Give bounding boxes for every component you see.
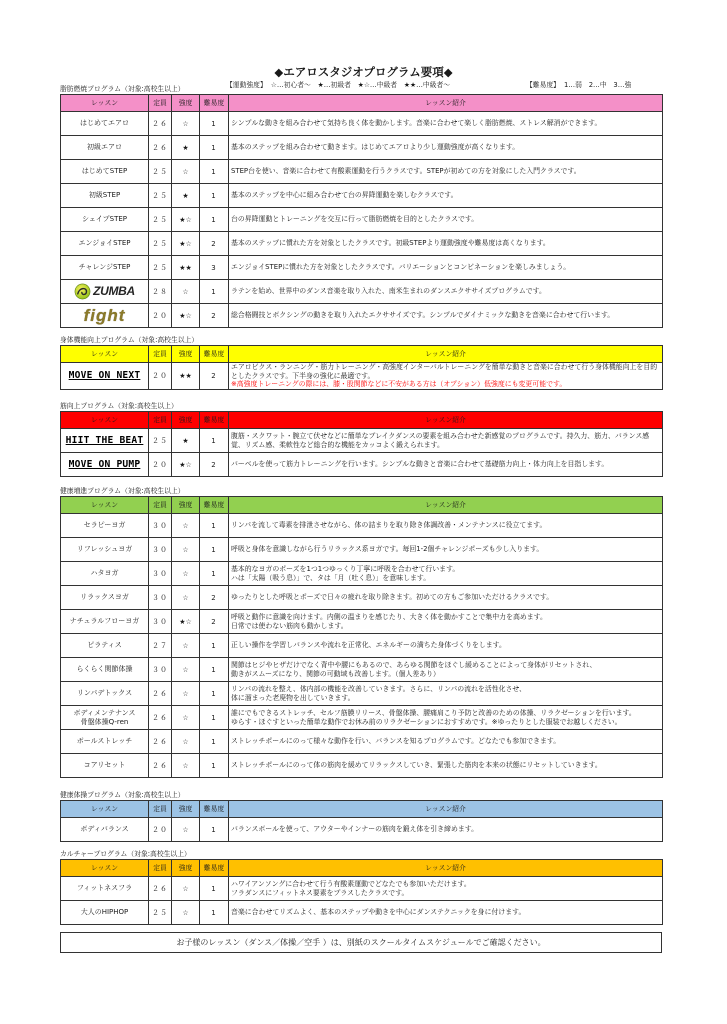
section-label: 脂肪燃焼プログラム（対象:高校生以上） bbox=[60, 85, 185, 93]
zumba-wordmark: ZUMBA bbox=[93, 284, 135, 298]
capacity: ２６ bbox=[149, 877, 172, 901]
difficulty-level: 1 bbox=[200, 562, 229, 586]
capacity: ２６ bbox=[149, 754, 172, 778]
description-cell bbox=[229, 429, 663, 453]
lesson-name: シェイプSTEP bbox=[81, 215, 127, 223]
description-cell bbox=[229, 877, 663, 901]
description-cell bbox=[229, 658, 663, 682]
capacity: ２６ bbox=[149, 730, 172, 754]
lesson-description: エンジョイSTEPに慣れた方を対象としたクラスです。バリエーションとコンビネーションを楽しみましょう。 bbox=[231, 263, 571, 272]
column-header-description: レッスン紹介 bbox=[229, 346, 663, 363]
lesson-name: 初級エアロ bbox=[87, 143, 122, 151]
capacity: ２６ bbox=[149, 682, 172, 706]
description-cell bbox=[229, 682, 663, 706]
table-header-row bbox=[61, 801, 663, 818]
capacity: ２０ bbox=[149, 453, 172, 477]
column-header-capacity: 定員 bbox=[149, 346, 172, 363]
lesson-name-cell bbox=[61, 610, 149, 634]
page-title: ◆エアロスタジオプログラム要項◆ bbox=[274, 65, 453, 79]
lesson-description: バーベルを使って筋力トレーニングを行います。シンプルな動きと音楽に合わせて基礎筋力向上・体力向上を目指します。 bbox=[231, 460, 609, 469]
difficulty-legend-items: 1…弱 2…中 3…強 bbox=[563, 81, 632, 89]
lesson-description: エアロビクス・ランニング・筋力トレーニング・高強度インターバルトレーニングを簡単な動きと音楽に合わせて行う身体機能向上を目的としたクラスです。下半身の強化に最適です。 bbox=[231, 363, 658, 380]
lesson-name-cell bbox=[61, 682, 149, 706]
footer-note bbox=[60, 932, 662, 953]
section-label: 身体機能向上プログラム（対象:高校生以上） bbox=[60, 336, 199, 344]
capacity: ２５ bbox=[149, 256, 172, 280]
lesson-description: 基本のステップを中心に組み合わせて台の昇降運動を楽しむクラスです。 bbox=[231, 191, 458, 200]
lesson-name: ハタヨガ bbox=[90, 569, 119, 577]
difficulty-level: 2 bbox=[200, 453, 229, 477]
section-label: 筋向上プログラム（対象:高校生以上） bbox=[60, 402, 178, 410]
program-section bbox=[60, 336, 662, 390]
lesson-name-cell bbox=[61, 514, 149, 538]
lesson-row bbox=[61, 453, 663, 477]
lesson-name: ナチュラルフローヨガ bbox=[69, 617, 140, 625]
lesson-name: はじめてエアロ bbox=[80, 119, 129, 127]
intensity-stars: ★★ bbox=[172, 256, 200, 280]
difficulty-level: 1 bbox=[200, 538, 229, 562]
column-header-intensity: 強度 bbox=[172, 95, 200, 112]
lesson-name-cell bbox=[61, 363, 149, 390]
lesson-name: フィットネスフラ bbox=[76, 884, 133, 892]
lesson-name-cell bbox=[61, 877, 149, 901]
description-cell bbox=[229, 184, 663, 208]
lesson-row bbox=[61, 877, 663, 901]
program-table bbox=[60, 496, 663, 778]
difficulty-level: 1 bbox=[200, 136, 229, 160]
section-label: 健康体操プログラム（対象:高校生以上） bbox=[60, 791, 185, 799]
lesson-row bbox=[61, 562, 663, 586]
description-cell bbox=[229, 538, 663, 562]
lesson-description: 基本のステップを組み合わせて動きます。はじめてエアロより少し運動強度が高くなります。 bbox=[231, 143, 520, 152]
lesson-description: ストレッチポールにのって体の筋肉を緩めてリラックスしていき、緊張した筋肉を本来の状態にリセットしていきます。 bbox=[231, 761, 602, 770]
lesson-description: 基本のステップに慣れた方を対象としたクラスです。初級STEPより運動強度や難易度は高くなります。 bbox=[231, 239, 550, 248]
column-header-difficulty: 難易度 bbox=[200, 497, 229, 514]
lesson-description: 呼吸と動作に意識を向けます。内側の温まりを感じたり、大きく体を動かすことで集中力を高めます。 日常では使わない筋肉も動かします。 bbox=[231, 612, 547, 630]
lesson-name: MOVE ON PUMP bbox=[68, 458, 141, 470]
intensity-stars: ☆ bbox=[172, 877, 200, 901]
lesson-name-cell bbox=[61, 538, 149, 562]
lesson-name: リフレッシュヨガ bbox=[76, 545, 133, 553]
column-header-description: レッスン紹介 bbox=[229, 412, 663, 429]
difficulty-level: 1 bbox=[200, 160, 229, 184]
lesson-name: セラピーヨガ bbox=[83, 521, 126, 529]
lesson-description: 腹筋・スクワット・腕立て伏せなどに簡単なブレイクダンスの要素を組み合わせた新感覚のプログラムです。持久力、筋力、バランス感覚、リズム感、柔軟性など総合的な機能をカッコよく鍛えられます。 bbox=[231, 431, 650, 449]
capacity: ２５ bbox=[149, 901, 172, 925]
description-cell bbox=[229, 586, 663, 610]
capacity: ２６ bbox=[149, 112, 172, 136]
lesson-name: はじめてSTEP bbox=[81, 167, 128, 175]
lesson-name: 大人のHIPHOP bbox=[80, 908, 129, 916]
program-table bbox=[60, 859, 663, 925]
capacity: ３０ bbox=[149, 586, 172, 610]
capacity: ２５ bbox=[149, 429, 172, 453]
column-header-difficulty: 難易度 bbox=[200, 346, 229, 363]
difficulty-level: 1 bbox=[200, 901, 229, 925]
program-section bbox=[60, 791, 662, 842]
program-section bbox=[60, 85, 662, 328]
lesson-row bbox=[61, 634, 663, 658]
lesson-name-cell bbox=[61, 112, 149, 136]
intensity-stars: ☆ bbox=[172, 562, 200, 586]
difficulty-level: 1 bbox=[200, 682, 229, 706]
lesson-name: チャレンジSTEP bbox=[78, 263, 131, 271]
difficulty-level: 2 bbox=[200, 586, 229, 610]
lesson-row bbox=[61, 136, 663, 160]
difficulty-level: 1 bbox=[200, 730, 229, 754]
lesson-row bbox=[61, 160, 663, 184]
lesson-row bbox=[61, 232, 663, 256]
difficulty-level: 1 bbox=[200, 634, 229, 658]
intensity-legend-label: 【運動強度】 bbox=[226, 81, 267, 89]
difficulty-level: 2 bbox=[200, 610, 229, 634]
description-cell bbox=[229, 208, 663, 232]
lesson-description: ストレッチポールにのって様々な動作を行い、バランスを知るプログラムです。どなたでも参加できます。 bbox=[231, 737, 561, 746]
intensity-stars: ☆ bbox=[172, 112, 200, 136]
column-header-description: レッスン紹介 bbox=[229, 860, 663, 877]
description-cell bbox=[229, 514, 663, 538]
capacity: ２０ bbox=[149, 818, 172, 842]
column-header-lesson: レッスン bbox=[61, 497, 149, 514]
difficulty-level: 1 bbox=[200, 429, 229, 453]
lesson-name-cell bbox=[61, 208, 149, 232]
lesson-row bbox=[61, 304, 663, 328]
column-header-lesson: レッスン bbox=[61, 95, 149, 112]
difficulty-level: 2 bbox=[200, 304, 229, 328]
lesson-name-cell bbox=[61, 706, 149, 730]
column-header-lesson: レッスン bbox=[61, 801, 149, 818]
lesson-description: ハワイアンソングに合わせて行う有酸素運動でどなたでも参加いただけます。 フラダンスにフィットネス要素をプラスしたクラスです。 bbox=[231, 879, 471, 897]
intensity-stars: ☆ bbox=[172, 538, 200, 562]
difficulty-legend-label: 【難易度】 bbox=[526, 81, 560, 89]
lesson-row bbox=[61, 208, 663, 232]
intensity-stars: ☆ bbox=[172, 818, 200, 842]
description-cell bbox=[229, 160, 663, 184]
intensity-stars: ☆ bbox=[172, 730, 200, 754]
difficulty-level: 1 bbox=[200, 818, 229, 842]
capacity: ２６ bbox=[149, 706, 172, 730]
lesson-row bbox=[61, 586, 663, 610]
column-header-description: レッスン紹介 bbox=[229, 801, 663, 818]
description-cell bbox=[229, 610, 663, 634]
lesson-name-cell bbox=[61, 184, 149, 208]
capacity: ２５ bbox=[149, 208, 172, 232]
lesson-row bbox=[61, 429, 663, 453]
intensity-stars: ★ bbox=[172, 184, 200, 208]
description-cell bbox=[229, 232, 663, 256]
column-header-capacity: 定員 bbox=[149, 95, 172, 112]
zumba-logo bbox=[63, 281, 146, 303]
intensity-stars: ☆ bbox=[172, 706, 200, 730]
column-header-capacity: 定員 bbox=[149, 801, 172, 818]
capacity: ３０ bbox=[149, 538, 172, 562]
difficulty-level: 1 bbox=[200, 706, 229, 730]
lesson-name-cell bbox=[61, 730, 149, 754]
lesson-name-cell bbox=[61, 658, 149, 682]
intensity-stars: ★★ bbox=[172, 363, 200, 390]
capacity: ２５ bbox=[149, 232, 172, 256]
lesson-description: 基本的なヨガのポーズを1つ1つゆっくり丁寧に呼吸を合わせて行います。 ハは「太陽（吸う息）」で、タは「月（吐く息）」を意味します。 bbox=[231, 564, 460, 582]
capacity: ２０ bbox=[149, 363, 172, 390]
lesson-name: 初級STEP bbox=[88, 191, 121, 199]
lesson-row bbox=[61, 730, 663, 754]
description-cell bbox=[229, 706, 663, 730]
lesson-name-cell bbox=[61, 232, 149, 256]
lesson-row bbox=[61, 901, 663, 925]
program-table bbox=[60, 94, 663, 328]
difficulty-level: 1 bbox=[200, 208, 229, 232]
table-header-row bbox=[61, 860, 663, 877]
lesson-note: ※高強度トレーニングの際には、膝・股関節などに不安がある方は（オプション）低強度にも変更可能です。 bbox=[231, 380, 567, 389]
column-header-description: レッスン紹介 bbox=[229, 497, 663, 514]
column-header-capacity: 定員 bbox=[149, 412, 172, 429]
intensity-stars: ★ bbox=[172, 429, 200, 453]
description-cell bbox=[229, 256, 663, 280]
table-header-row bbox=[61, 412, 663, 429]
intensity-stars: ★☆ bbox=[172, 453, 200, 477]
intensity-stars: ☆ bbox=[172, 634, 200, 658]
column-header-lesson: レッスン bbox=[61, 346, 149, 363]
column-header-intensity: 強度 bbox=[172, 860, 200, 877]
lesson-name: コアリセット bbox=[83, 761, 126, 769]
lesson-description: 呼吸と身体を意識しながら行うリラックス系ヨガです。毎回1-2個チャレンジポーズも少し入ります。 bbox=[231, 545, 544, 554]
description-cell bbox=[229, 136, 663, 160]
column-header-lesson: レッスン bbox=[61, 860, 149, 877]
capacity: ３０ bbox=[149, 562, 172, 586]
lesson-row bbox=[61, 363, 663, 390]
lesson-name-cell bbox=[61, 754, 149, 778]
capacity: ２５ bbox=[149, 160, 172, 184]
column-header-intensity: 強度 bbox=[172, 497, 200, 514]
column-header-lesson: レッスン bbox=[61, 412, 149, 429]
capacity: ３０ bbox=[149, 514, 172, 538]
lesson-description: 正しい操作を学習しバランスや流れを正常化、エネルギーの満ちた身体づくりをします。 bbox=[231, 641, 506, 650]
intensity-stars: ☆ bbox=[172, 280, 200, 304]
section-label: 健康増進プログラム（対象:高校生以上） bbox=[60, 487, 185, 495]
difficulty-level: 2 bbox=[200, 232, 229, 256]
lesson-name-cell bbox=[61, 160, 149, 184]
lesson-row bbox=[61, 610, 663, 634]
column-header-intensity: 強度 bbox=[172, 412, 200, 429]
column-header-difficulty: 難易度 bbox=[200, 801, 229, 818]
description-cell bbox=[229, 730, 663, 754]
lesson-name-cell bbox=[61, 634, 149, 658]
lesson-name-cell bbox=[61, 562, 149, 586]
fight-wordmark: fight bbox=[83, 305, 126, 325]
lesson-row bbox=[61, 112, 663, 136]
program-section bbox=[60, 402, 662, 477]
intensity-stars: ☆ bbox=[172, 658, 200, 682]
description-cell bbox=[229, 363, 663, 390]
intensity-stars: ★ bbox=[172, 136, 200, 160]
footer-text: お子様のレッスン（ダンス／体操／空手 ）は、別紙のスクールタイムスケジュールでご確認ください。 bbox=[176, 938, 546, 947]
lesson-name-cell bbox=[61, 818, 149, 842]
lesson-name: らくらく関節体操 bbox=[76, 665, 133, 673]
capacity: ３０ bbox=[149, 658, 172, 682]
lesson-name-cell bbox=[61, 304, 149, 328]
lesson-name: エンジョイSTEP bbox=[78, 239, 131, 247]
lesson-row bbox=[61, 280, 663, 304]
intensity-stars: ★☆ bbox=[172, 610, 200, 634]
capacity: ２６ bbox=[149, 136, 172, 160]
lesson-name: リラックスヨガ bbox=[80, 593, 129, 601]
column-header-difficulty: 難易度 bbox=[200, 412, 229, 429]
column-header-intensity: 強度 bbox=[172, 346, 200, 363]
lesson-name-cell bbox=[61, 429, 149, 453]
description-cell bbox=[229, 901, 663, 925]
lesson-row bbox=[61, 818, 663, 842]
description-cell bbox=[229, 280, 663, 304]
lesson-row bbox=[61, 514, 663, 538]
lesson-name-cell bbox=[61, 901, 149, 925]
column-header-description: レッスン紹介 bbox=[229, 95, 663, 112]
difficulty-level: 1 bbox=[200, 280, 229, 304]
lesson-name: MOVE ON NEXT bbox=[68, 369, 141, 381]
lesson-name: HIIT THE BEAT bbox=[65, 434, 144, 446]
column-header-difficulty: 難易度 bbox=[200, 95, 229, 112]
lesson-row bbox=[61, 682, 663, 706]
lesson-name-cell bbox=[61, 136, 149, 160]
lesson-description: 総合格闘技とボクシングの動きを取り入れたエクササイズです。シンプルでダイナミックな動きを音楽に合わせて行います。 bbox=[231, 311, 615, 320]
lesson-row bbox=[61, 658, 663, 682]
capacity: ２７ bbox=[149, 634, 172, 658]
lesson-description: リンパの流れを整え、体内部の機能を改善していきます。さらに、リンパの流れを活性化させ、 体に溜まった老廃物を出していきます。 bbox=[231, 684, 526, 702]
lesson-description: STEP台を使い、音楽に合わせて有酸素運動を行うクラスです。STEPが初めての方を対象にした入門クラスです。 bbox=[231, 167, 581, 176]
zumba-swirl-icon bbox=[74, 283, 91, 300]
capacity: ３０ bbox=[149, 610, 172, 634]
program-section bbox=[60, 487, 662, 778]
lesson-name: ピラティス bbox=[87, 641, 122, 649]
lesson-row bbox=[61, 256, 663, 280]
program-section bbox=[60, 850, 662, 925]
lesson-description: ラテンを始め、世界中のダンス音楽を取り入れた、南米生まれのダンスエクササイズプログラムです。 bbox=[231, 287, 546, 296]
difficulty-level: 1 bbox=[200, 184, 229, 208]
difficulty-level: 1 bbox=[200, 754, 229, 778]
program-table bbox=[60, 411, 663, 477]
lesson-name-cell bbox=[61, 256, 149, 280]
description-cell bbox=[229, 634, 663, 658]
description-cell bbox=[229, 754, 663, 778]
table-header-row bbox=[61, 497, 663, 514]
intensity-stars: ☆ bbox=[172, 682, 200, 706]
column-header-capacity: 定員 bbox=[149, 860, 172, 877]
difficulty-level: 1 bbox=[200, 658, 229, 682]
difficulty-level: 1 bbox=[200, 877, 229, 901]
lesson-name-cell bbox=[61, 586, 149, 610]
lesson-name-cell bbox=[61, 280, 149, 304]
intensity-legend-items: ☆…初心者～ ★…初級者 ★☆…中級者 ★★…中級者～ bbox=[270, 81, 451, 89]
intensity-stars: ☆ bbox=[172, 160, 200, 184]
lesson-name-cell bbox=[61, 453, 149, 477]
intensity-stars: ☆ bbox=[172, 754, 200, 778]
intensity-stars: ★☆ bbox=[172, 208, 200, 232]
capacity: ２５ bbox=[149, 184, 172, 208]
description-cell bbox=[229, 112, 663, 136]
column-header-capacity: 定員 bbox=[149, 497, 172, 514]
table-header-row bbox=[61, 346, 663, 363]
column-header-difficulty: 難易度 bbox=[200, 860, 229, 877]
description-cell bbox=[229, 453, 663, 477]
intensity-stars: ☆ bbox=[172, 586, 200, 610]
lesson-row bbox=[61, 538, 663, 562]
lesson-description: リンパを流して毒素を排泄させながら、体の詰まりを取り除き体調改善・メンテナンスに役立てます。 bbox=[231, 521, 547, 530]
lesson-description: 関節はヒジやヒザだけでなく背中や腰にもあるので、あらゆる関節をほぐし緩めることによって身体がリセットされ、 動きがスムーズになり、関節の可動域も改善します。（個人差あり） bbox=[231, 660, 597, 678]
capacity: ２０ bbox=[149, 304, 172, 328]
lesson-name: ボールストレッチ bbox=[76, 737, 133, 745]
difficulty-level: 1 bbox=[200, 112, 229, 136]
intensity-stars: ★☆ bbox=[172, 232, 200, 256]
intensity-stars: ★☆ bbox=[172, 304, 200, 328]
program-table bbox=[60, 800, 663, 842]
difficulty-level: 1 bbox=[200, 514, 229, 538]
description-cell bbox=[229, 818, 663, 842]
lesson-row bbox=[61, 706, 663, 730]
lesson-description: 誰にでもできるストレッチ、セルフ筋膜リリース、骨盤体操、腰痛肩こり予防と改善のための体操、リラクゼーションを行います。 ゆらす・ほぐすといった簡単な動作でお休み前のリラクゼーションにおすすめです。※ゆったりとした服装でお越しください。 bbox=[231, 708, 636, 726]
intensity-stars: ☆ bbox=[172, 901, 200, 925]
section-label: カルチャープログラム（対象:高校生以上） bbox=[60, 850, 191, 858]
column-header-intensity: 強度 bbox=[172, 801, 200, 818]
lesson-name: ボディメンテナンス 骨盤体操Q-ren bbox=[73, 708, 136, 726]
program-table bbox=[60, 345, 663, 390]
lesson-description: バランスボールを使って、アウターやインナーの筋肉を鍛え体を引き締めます。 bbox=[231, 825, 478, 834]
difficulty-level: 2 bbox=[200, 363, 229, 390]
lesson-row bbox=[61, 184, 663, 208]
capacity: ２８ bbox=[149, 280, 172, 304]
table-header-row bbox=[61, 95, 663, 112]
description-cell bbox=[229, 562, 663, 586]
lesson-description: ゆったりとした呼吸とポーズで日々の疲れを取り除きます。初めての方もご参加いただけるクラスです。 bbox=[231, 593, 554, 602]
difficulty-level: 3 bbox=[200, 256, 229, 280]
lesson-name: ボディバランス bbox=[80, 825, 129, 833]
lesson-row bbox=[61, 754, 663, 778]
lesson-description: 台の昇降運動とトレーニングを交互に行って脂肪燃焼を目的としたクラスです。 bbox=[231, 215, 479, 224]
intensity-stars: ☆ bbox=[172, 514, 200, 538]
lesson-name: リンパデトックス bbox=[76, 689, 133, 697]
lesson-description: 音楽に合わせてリズムよく、基本のステップや動きを中心にダンステクニックを身に付けます。 bbox=[231, 908, 526, 917]
lesson-description: シンプルな動きを組み合わせて気持ち良く体を動かします。音楽に合わせて楽しく脂肪燃焼、ストレス解消ができます。 bbox=[231, 119, 602, 128]
description-cell bbox=[229, 304, 663, 328]
